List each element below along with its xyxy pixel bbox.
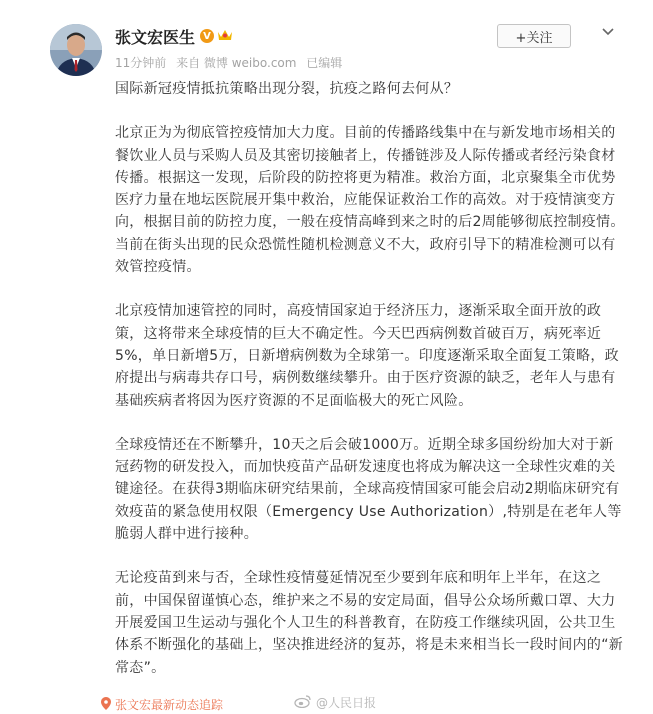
location-link[interactable] — [101, 696, 223, 713]
post-title: 国际新冠疫情抵抗策略出现分裂，抗疫之路何去何从？ — [115, 81, 459, 97]
avatar-portrait-icon — [50, 24, 102, 76]
post-source: 来自 微博 weibo.com — [176, 56, 297, 70]
watermark-text: @人民日报 — [316, 696, 377, 710]
chevron-down-icon[interactable] — [600, 24, 616, 40]
post-paragraph: 北京疫情加速管控的同时，高疫情国家迫于经济压力，逐渐采取全面开放的政策，这将带来全球疫情的巨大不确定性。今天巴西病例数首破百万，病死率近5%，单日新增5万，日新增病例数为全球第一。印度逐渐采取全面复工策略，政府提出与病毒共存口号，病例数继续攀升。由于医疗资源的缺乏，老年人与患有基础疾病者将因为医疗资源的不足面临极大的死亡风险。 — [115, 303, 619, 409]
weibo-logo-icon — [294, 694, 312, 711]
post-time[interactable]: 11分钟前 — [115, 56, 167, 70]
verified-badge-icon: V — [200, 29, 214, 43]
location-link-label: 张文宏最新动态追踪 — [115, 698, 224, 712]
follow-button[interactable] — [497, 24, 571, 48]
user-name[interactable]: 张文宏医生 — [115, 27, 196, 47]
post-paragraph: 全球疫情还在不断攀升，10天之后会破1000万。近期全球多国纷纷加大对于新冠药物的研发投入，而加快疫苗产品研发速度也将成为解决这一全球性灾难的关键途径。在获得3期临床研究结果前，全球高疫情国家可能会启动2期临床研究有效疫苗的紧急使用权限（Emergency Use Authorization）,特别是在老年人等脆弱人群中进行接种。 — [115, 436, 622, 543]
post-content — [115, 78, 627, 679]
watermark — [294, 694, 376, 711]
post-paragraph: 北京正为为彻底管控疫情加大力度。目前的传播路线集中在与新发地市场相关的餐饮业人员与采购人员及其密切接触者上，传播链涉及人际传播或者经污染食材传播。根据这一发现，后阶段的防控将更为精准。救治方面，北京聚集全市优势医疗力量在地坛医院展开集中救治，应能保证救治工作的高效。对于疫情演变方向，根据目前的防控力度，一般在疫情高峰到来之时的后2周能够彻底控制疫情。当前在街头出现的民众恐慌性随机检测意义不大，政府引导下的精准检测可以有效管控疫情。 — [115, 125, 625, 276]
avatar[interactable] — [50, 24, 102, 76]
edited-label: 已编辑 — [306, 56, 343, 70]
crown-badge-icon — [217, 27, 233, 46]
post-paragraph: 无论疫苗到来与否，全球性疫情蔓延情况至少要到年底和明年上半年，在这之前，中国保留谨慎心态，维护来之不易的安定局面，倡导公众场所戴口罩、大力开展爱国卫生运动与强化个人卫生的科普教育，在防疫工作继续巩固，公共卫生体系不断强化的基础上，坚决推进经济的复苏，将是未来相当长一段时间内的“新常态”。 — [115, 570, 624, 676]
follow-button-label: +关注 — [515, 30, 553, 46]
user-name-row — [115, 24, 233, 48]
post-meta — [115, 54, 348, 71]
location-pin-icon — [101, 697, 111, 713]
